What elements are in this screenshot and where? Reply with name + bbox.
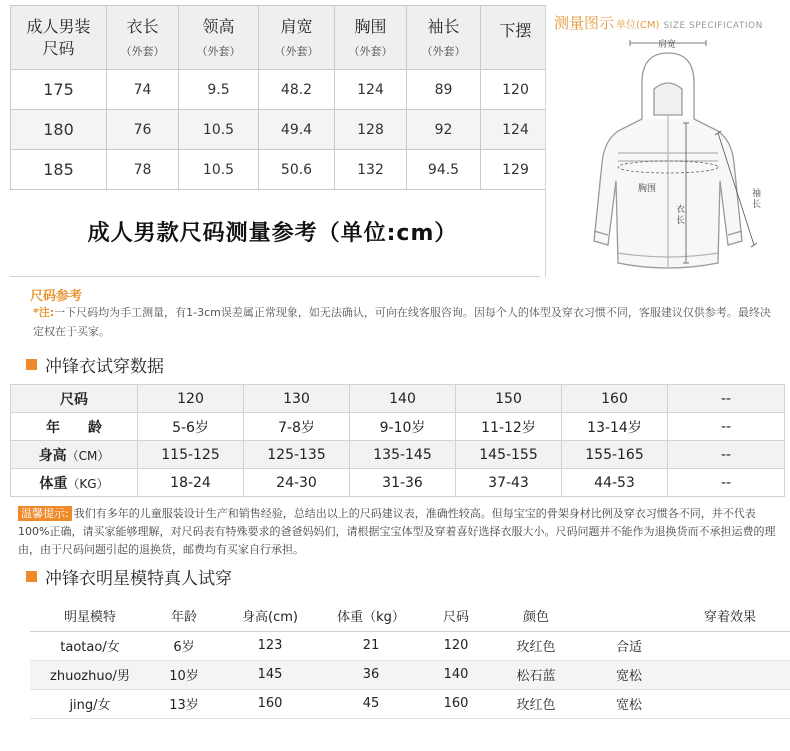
tryon-size-row: [11, 385, 785, 413]
value-cell: 76: [107, 110, 179, 150]
tryon-section-header: [26, 354, 164, 377]
shoulder-label: 肩宽: [658, 40, 677, 50]
size-cell: 180: [11, 110, 107, 150]
header-cell-shoulder: 肩宽 （外套）: [259, 6, 335, 70]
header-cell-collar: 领高 （外套）: [179, 6, 259, 70]
value-cell: 128: [335, 110, 407, 150]
tryon-size-cell: 130: [244, 385, 350, 413]
tryon-size-cell: 160: [562, 385, 668, 413]
model-header-cell: 年龄: [150, 601, 218, 631]
tryon-height-row: [11, 441, 785, 469]
model-cell: 160: [420, 689, 492, 718]
header-cell-length: 衣长 （外套）: [107, 6, 179, 70]
model-cell: 松石蓝: [492, 660, 580, 689]
model-cell: 36: [322, 660, 420, 689]
section-square-icon: [26, 359, 37, 370]
size-row: [11, 70, 551, 110]
diagram-title: [554, 12, 763, 33]
model-header-row: [30, 601, 790, 631]
tryon-value-cell: --: [668, 469, 785, 497]
model-cell: zhuozhuo/男: [30, 660, 150, 689]
size-cell: 175: [11, 70, 107, 110]
size-reference-title: 尺码参考: [30, 289, 83, 304]
value-cell: 94.5: [407, 150, 481, 190]
tryon-data-table: [10, 384, 785, 497]
size-chart-corner-cell: 成人男装 尺码: [11, 6, 107, 70]
tryon-value-cell: 5-6岁: [138, 413, 244, 441]
tryon-weight-label: 体重（KG）: [11, 469, 138, 497]
model-cell: 6岁: [150, 631, 218, 660]
value-cell: 89: [407, 70, 481, 110]
tryon-value-cell: 37-43: [456, 469, 562, 497]
model-cell: 13岁: [150, 689, 218, 718]
model-row: [30, 689, 790, 718]
value-cell: 132: [335, 150, 407, 190]
value-cell: 120: [481, 70, 551, 110]
tryon-value-cell: 115-125: [138, 441, 244, 469]
sleeve-label: 袖长: [752, 189, 762, 210]
note-text: 一下尺码均为手工测量，有1-3cm误差属正常现象，如无法确认，可向在线客服咨询。因每个人的体型及穿衣习惯不同，客服建议仅供参考。最终决定权在于买家。: [33, 306, 771, 338]
model-cell: 宽松: [580, 660, 790, 689]
model-cell: 120: [420, 631, 492, 660]
jacket-outline-icon: [546, 31, 790, 277]
value-cell: 129: [481, 150, 551, 190]
value-cell: 49.4: [259, 110, 335, 150]
tryon-size-cell: --: [668, 385, 785, 413]
size-chart-title: 成人男款尺码测量参考（单位:cm）: [87, 221, 458, 246]
tryon-value-cell: 18-24: [138, 469, 244, 497]
model-cell: 160: [218, 689, 322, 718]
measurement-diagram: [545, 5, 790, 277]
model-row: [30, 660, 790, 689]
value-cell: 124: [335, 70, 407, 110]
size-reference-note: [33, 303, 778, 341]
value-cell: 10.5: [179, 150, 259, 190]
model-cell: 45: [322, 689, 420, 718]
model-cell: 玫红色: [492, 689, 580, 718]
warm-tip-text: 我们有多年的儿童服装设计生产和销售经验，总结出以上的尺码建议表，准确性较高。但每宝宝的骨架身材比例及穿衣习惯各不同，并不代表100%正确，请买家能够理解，对尺码表有特殊要求的爸爸妈妈们，请根据宝宝体型及穿着喜好选择衣服大小。尺码问题并不能作为退换货而不承担运费的理由，由于尺码问题引起的退换货，邮费均有买家自行承担。: [18, 507, 776, 556]
tryon-section-title: 冲锋衣试穿数据: [45, 356, 164, 377]
tryon-value-cell: 31-36: [350, 469, 456, 497]
model-header-cell: 颜色: [492, 601, 580, 631]
model-cell: 21: [322, 631, 420, 660]
header-cell-hem: 下摆: [481, 6, 551, 70]
model-header-cell: 穿着效果: [580, 601, 790, 631]
size-chart-table: [10, 5, 551, 190]
section-square-icon: [26, 571, 37, 582]
warm-tip: [18, 505, 778, 559]
divider: [10, 276, 540, 277]
note-prefix: *注:: [33, 306, 55, 319]
tryon-value-cell: --: [668, 441, 785, 469]
value-cell: 92: [407, 110, 481, 150]
model-cell: jing/女: [30, 689, 150, 718]
tryon-value-cell: 44-53: [562, 469, 668, 497]
model-cell: 140: [420, 660, 492, 689]
tryon-height-label: 身高（CM）: [11, 441, 138, 469]
model-cell: 合适: [580, 631, 790, 660]
tryon-value-cell: 9-10岁: [350, 413, 456, 441]
size-row: [11, 150, 551, 190]
tryon-value-cell: 135-145: [350, 441, 456, 469]
model-cell: 10岁: [150, 660, 218, 689]
length-label: 衣长: [676, 205, 686, 226]
tryon-size-label: 尺码: [11, 385, 138, 413]
tryon-weight-row: [11, 469, 785, 497]
size-row: [11, 110, 551, 150]
tryon-size-cell: 120: [138, 385, 244, 413]
model-header-cell: 身高(cm): [218, 601, 322, 631]
value-cell: 78: [107, 150, 179, 190]
model-header-cell: 明星模特: [30, 601, 150, 631]
tryon-age-label: 年 龄: [11, 413, 138, 441]
model-header-cell: 尺码: [420, 601, 492, 631]
model-cell: 145: [218, 660, 322, 689]
models-section-header: [26, 566, 232, 589]
model-header-cell: 体重（kg）: [322, 601, 420, 631]
model-cell: 123: [218, 631, 322, 660]
tryon-value-cell: 11-12岁: [456, 413, 562, 441]
tryon-value-cell: 125-135: [244, 441, 350, 469]
tryon-age-row: [11, 413, 785, 441]
tryon-value-cell: 13-14岁: [562, 413, 668, 441]
tryon-value-cell: 145-155: [456, 441, 562, 469]
warm-tip-label: 温馨提示:: [18, 506, 72, 521]
diagram-english-title: SIZE SPECIFICATION: [663, 21, 763, 31]
value-cell: 48.2: [259, 70, 335, 110]
header-cell-sleeve: 袖长 （外套）: [407, 6, 481, 70]
header-cell-chest: 胸围 （外套）: [335, 6, 407, 70]
tryon-value-cell: 155-165: [562, 441, 668, 469]
value-cell: 9.5: [179, 70, 259, 110]
value-cell: 124: [481, 110, 551, 150]
tryon-value-cell: 7-8岁: [244, 413, 350, 441]
tryon-size-cell: 150: [456, 385, 562, 413]
size-chart-header-row: [11, 6, 551, 70]
model-tryon-table: [30, 601, 790, 719]
chest-label: 胸围: [638, 184, 657, 194]
tryon-value-cell: --: [668, 413, 785, 441]
tryon-size-cell: 140: [350, 385, 456, 413]
tryon-value-cell: 24-30: [244, 469, 350, 497]
models-section-title: 冲锋衣明星模特真人试穿: [45, 568, 232, 589]
value-cell: 10.5: [179, 110, 259, 150]
diagram-unit: 单位(CM): [616, 20, 660, 31]
diagram-title-text: 测量图示: [554, 14, 615, 32]
size-cell: 185: [11, 150, 107, 190]
model-row: [30, 631, 790, 660]
model-cell: taotao/女: [30, 631, 150, 660]
value-cell: 50.6: [259, 150, 335, 190]
value-cell: 74: [107, 70, 179, 110]
model-cell: 宽松: [580, 689, 790, 718]
model-cell: 玫红色: [492, 631, 580, 660]
